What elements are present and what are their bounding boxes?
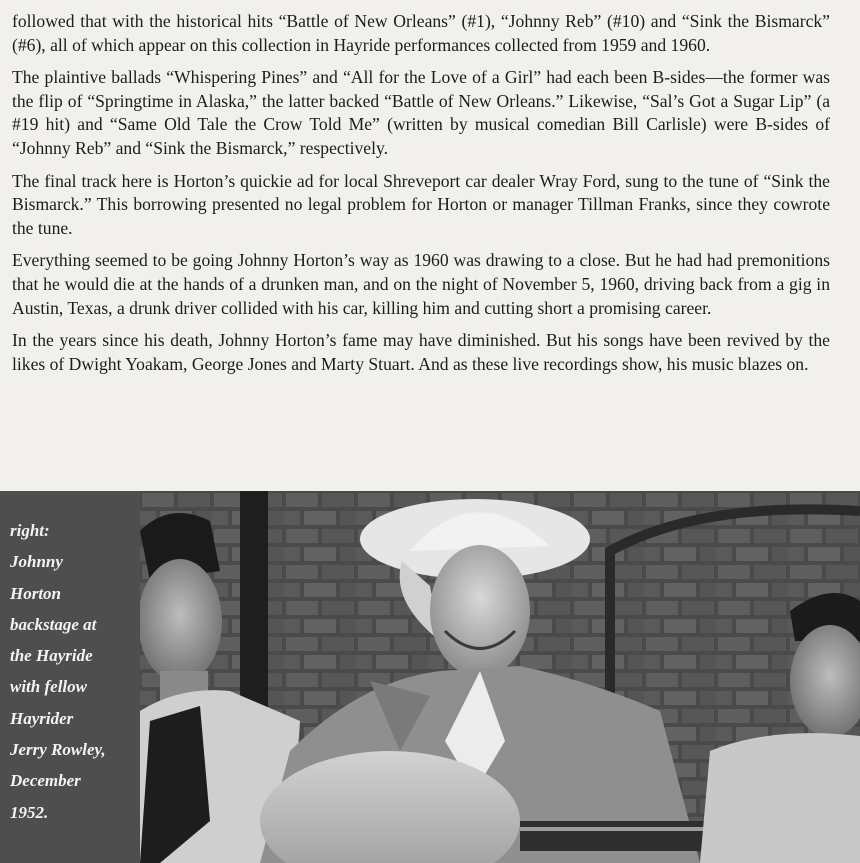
- caption-line: Jerry Rowley,: [10, 740, 106, 760]
- caption-line: right:: [10, 521, 50, 540]
- caption-line: Horton: [10, 583, 62, 603]
- caption-line: the Hayride: [10, 646, 93, 666]
- paragraph: The final track here is Horton’s quickie ad for local Shreveport car dealer Wray Ford, sung to the tune of “Sink the Bismarck.” This borrowing presented no legal problem for Horton or manager Tillman Franks, since they cowrote the tune.: [12, 170, 830, 238]
- caption-line: Johnny: [10, 552, 63, 572]
- photo-section: [0, 491, 860, 863]
- caption-line: December: [10, 771, 81, 791]
- article-text: [12, 10, 830, 385]
- caption-line: with fellow: [10, 677, 87, 697]
- paragraph: In the years since his death, Johnny Horton’s fame may have diminished. But his songs have been revived by the likes of Dwight Yoakam, George Jones and Marty Stuart. And as these live recordings show, his music blazes on.: [12, 330, 830, 374]
- paragraph: The plaintive ballads “Whispering Pines” and “All for the Love of a Girl” had each been B-sides—the former was the flip of “Springtime in Alaska,” the latter backed “Battle of New Orleans.” Likewise, “Sal’s Got a Sugar Lip” (a #19 hit) and “Same Old Tale the Crow Told Me” (written by musical comedian Bill Carlisle) were B-sides of “Johnny Reb” and “Sink the Bismarck,” respectively.: [12, 67, 830, 158]
- caption-line: 1952.: [10, 802, 49, 822]
- paragraph: followed that with the historical hits “Battle of New Orleans” (#1), “Johnny Reb” (#10) and “Sink the Bismarck” (#6), all of which appear on this collection in Hayride performances collected from 1959 and 1960.: [12, 11, 830, 55]
- photo-caption: [10, 515, 135, 828]
- caption-line: Hayrider: [10, 708, 74, 728]
- caption-line: backstage at: [10, 614, 97, 634]
- backstage-photo: [140, 491, 860, 863]
- paragraph: Everything seemed to be going Johnny Horton’s way as 1960 was drawing to a close. But he had had premonitions that he would die at the hands of a drunken man, and on the night of November 5, 1960, driving back from a gig in Austin, Texas, a drunk driver collided with his car, killing him and cutting short a promising career.: [12, 250, 830, 318]
- doorway: [240, 491, 268, 711]
- caption-panel: [0, 491, 140, 863]
